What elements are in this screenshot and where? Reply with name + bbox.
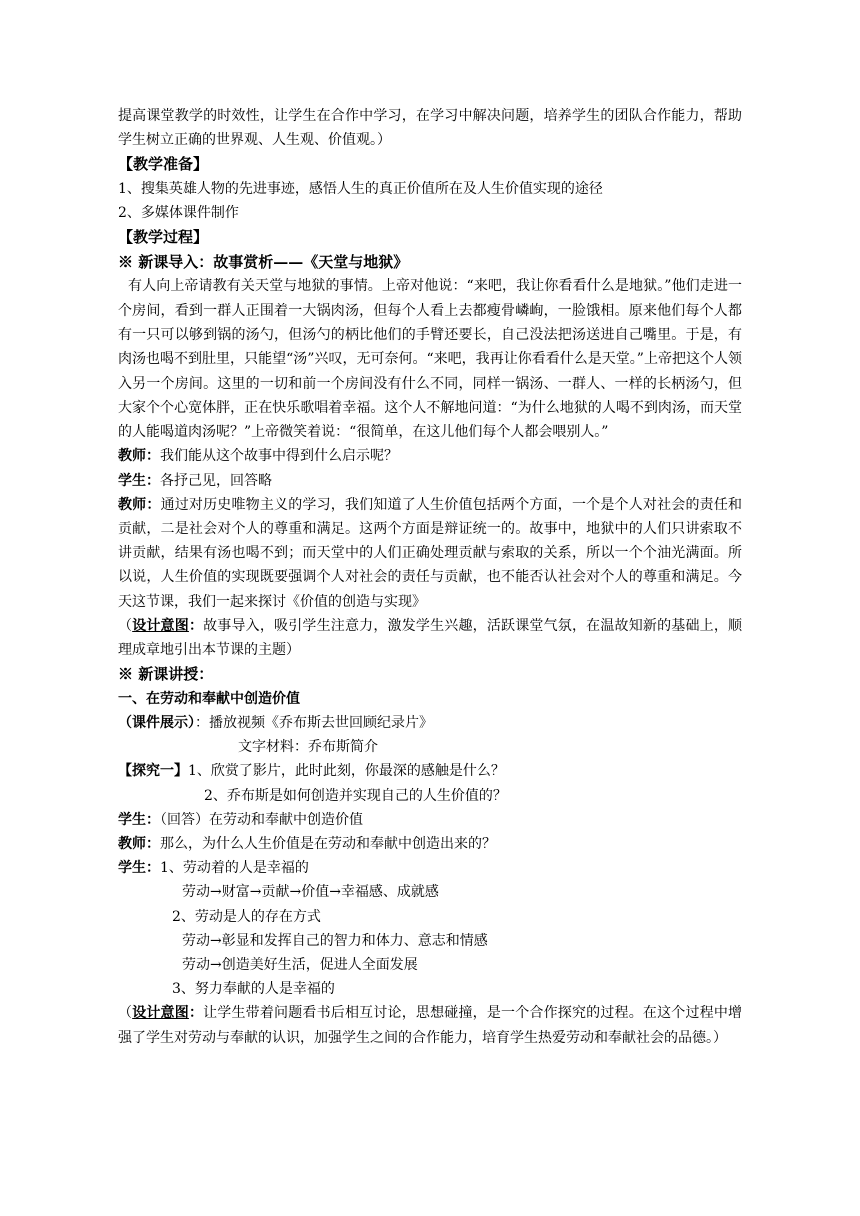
paren: （ [118,617,133,634]
new-lesson-title: ※ 新课讲授： [118,665,214,684]
design-intent-label: 设计意图 [132,617,189,634]
dialogue-text: 通过对历史唯物主义的学习，我们知道了人生价值包括两个方面，一个是个人对社会的责任和贡献，二是社会对个人的尊重和满足。这两个方面是辩证统一的。故事中，地狱中的人们只讲索取不讲贡献，结果有汤也喝不到；而天堂中的人们正确处理贡献与索取的关系，所以一个个油光满面。所以说，人生价值的实现既要强调个人对社会的责任与贡献，也不能否认社会对个人的尊重和满足。今天这节课，我们一起来探讨《价值的创造与实现》 [118,496,743,610]
point-2: 2、劳动是人的存在方式 [172,908,321,925]
dialogue-student-3 [118,856,742,880]
intro-continuation: 提高课堂教学的时效性，让学生在合作中学习，在学习中解决问题，培养学生的团队合作能力，帮助学生树立正确的世界观、人生观、价值观。） [118,108,742,149]
prep-heading: 【教学准备】 [118,155,209,174]
dialogue-teacher-1 [118,444,742,468]
process-heading: 【教学过程】 [118,228,209,247]
colon: ： [188,1005,204,1022]
dialogue-student-1 [118,469,742,493]
design-intent-text: 让学生带着问题看书后相互讨论，思想碰撞，是一个合作探究的过程。在这个过程中增强了学生对劳动与奉献的认识，加强学生之间的合作能力，培育学生热爱劳动和奉献社会的品德。） [118,1005,743,1046]
prep-item-1: 1、搜集英雄人物的先进事迹，感悟人生的真正价值所在及人生价值实现的途径 [118,180,603,197]
design-intent-2 [118,1001,742,1049]
dialogue-text: （回答）在劳动和奉献中创造价值 [160,811,363,828]
explore-1 [118,759,742,783]
dialogue-teacher-2 [118,493,742,614]
explore-question: 1、欣赏了影片，此时此刻，你最深的感触是什么？ [188,763,505,780]
dialogue-text: 1、劳动着的人是幸福的 [160,860,309,877]
explore-label: 【探究一】 [118,763,188,780]
dialogue-text: 我们能从这个故事中得到什么启示呢？ [160,448,398,465]
dialogue-text: 那么，为什么人生价值是在劳动和奉献中创造出来的？ [160,835,496,852]
dialogue-teacher-3 [118,832,742,856]
design-intent-label: 设计意图 [132,1005,189,1022]
chain-3: 劳动→创造美好生活，促进人全面发展 [182,956,418,973]
dialogue-student-2 [118,808,742,832]
courseware-show [118,711,742,735]
courseware-show-2: 文字材料：乔布斯简介 [238,739,378,756]
speaker-label: 学生： [118,811,160,828]
design-intent-1 [118,614,742,662]
chain-2: 劳动→彰显和发挥自己的智力和体力、意志和情感 [182,932,488,949]
speaker-label: 学生： [118,472,160,489]
story-paragraph: 有人向上帝请教有关天堂与地狱的事情。上帝对他说：“来吧，我让你看看什么是地狱。”他们走进一个房间，看到一群人正围着一大锅肉汤，但每个人看上去都瘦骨嶙峋，一脸饿相。原来他们每个人都有一只可以够到锅的汤勺，但汤勺的柄比他们的手臂还要长，自己没法把汤送进自己嘴里。于是，有肉汤也喝不到肚里，只能望“汤”兴叹，无可奈何。“来吧，我再让你看看什么是天堂。”上帝把这个人领入另一个房间。这里的一切和前一个房间没有什么不同，同样一锅汤、一群人、一样的长柄汤勺，但大家个个心宽体胖，正在快乐歌唱着幸福。这个人不解地问道：“为什么地狱的人喝不到肉汤，而天堂的人能喝道肉汤呢？”上帝微笑着说：“很简单，在这儿他们每个人都会喂别人。” [118,278,742,441]
courseware-label: （课件展示） [118,714,195,731]
point-3: 3、努力奉献的人是幸福的 [172,981,335,998]
speaker-label: 教师： [118,835,160,852]
colon: ： [188,617,204,634]
document-page [118,104,742,1050]
design-intent-text: 故事导入，吸引学生注意力，激发学生兴趣，活跃课堂气氛，在温故知新的基础上，顺理成章地引出本节课的主题） [118,617,743,659]
intro-title: ※ 新课导入：故事赏析——《天堂与地狱》 [118,252,409,271]
chain-1: 劳动→财富→贡献→价值→幸福感、成就感 [182,884,439,901]
courseware-text: ：播放视频《乔布斯去世回顾纪录片》 [195,714,433,731]
speaker-label: 学生： [118,860,160,877]
prep-item-2: 2、多媒体课件制作 [118,205,239,222]
paren: （ [118,1005,133,1022]
section-1-title: 一、在劳动和奉献中创造价值 [118,690,300,707]
speaker-label: 教师： [118,496,161,513]
speaker-label: 教师： [118,448,160,465]
dialogue-text: 各抒己见，回答略 [160,472,272,489]
explore-question-2: 2、乔布斯是如何创造并实现自己的人生价值的？ [204,787,507,804]
